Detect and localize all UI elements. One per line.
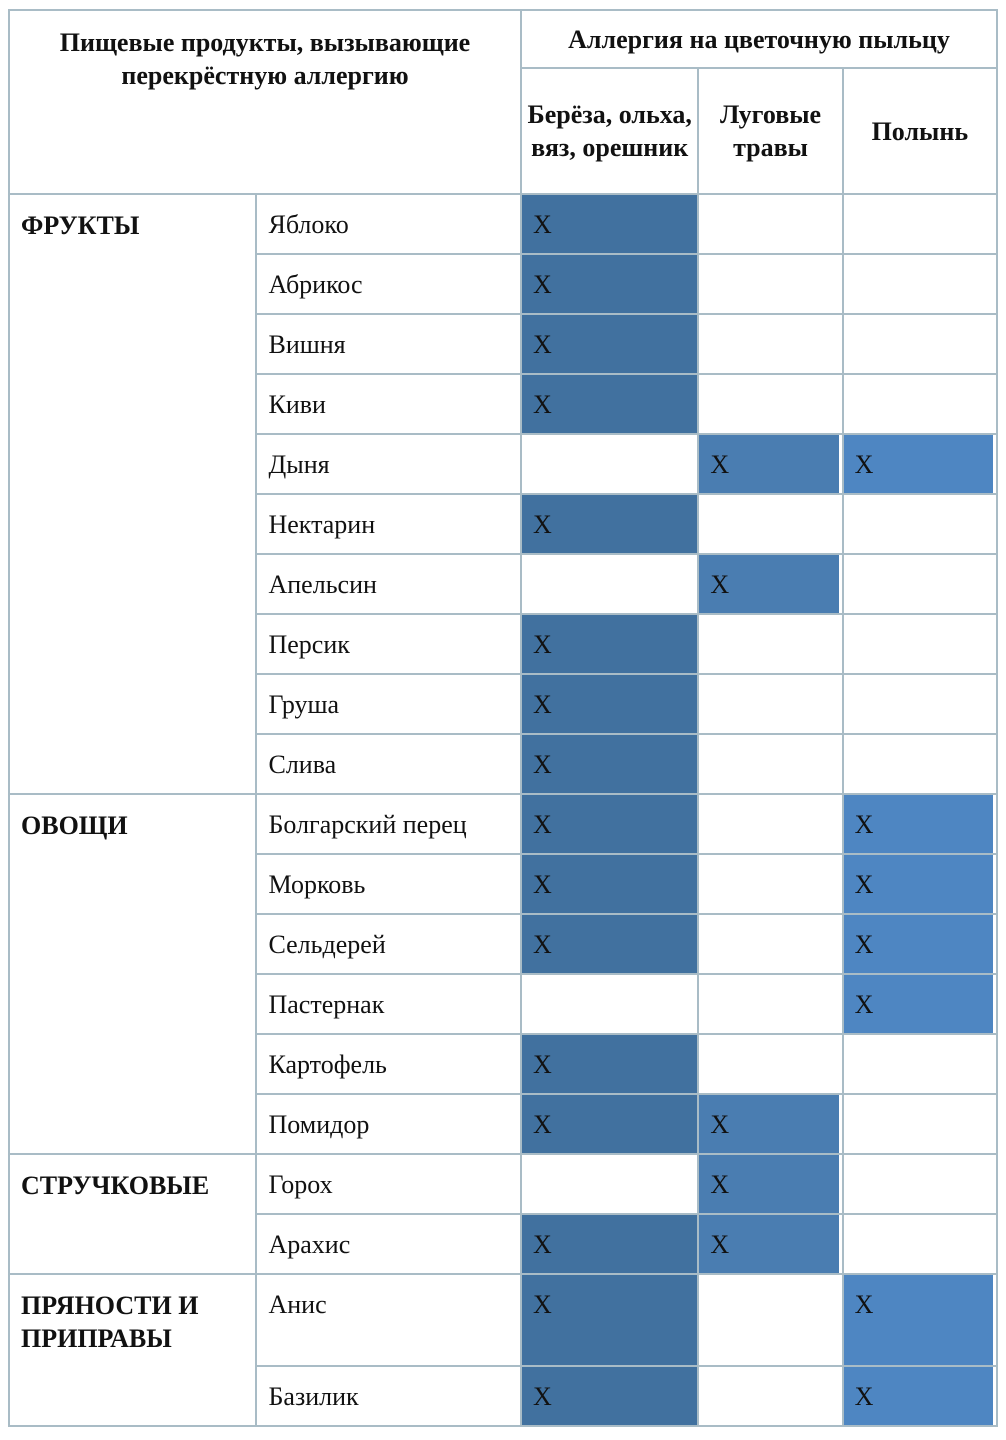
table-body [10, 195, 996, 1425]
allergy-mark: X [533, 1290, 552, 1319]
allergy-mark-cell [522, 1367, 697, 1425]
empty-cell [699, 675, 841, 733]
allergy-mark: X [710, 570, 730, 599]
allergy-mark-cell [699, 435, 841, 493]
pollen-column-wormwood: Полынь [844, 69, 996, 193]
table-row [10, 1275, 996, 1365]
food-name: Горох [257, 1155, 520, 1213]
empty-cell [844, 375, 996, 433]
allergy-mark: X [854, 990, 874, 1019]
empty-cell [699, 375, 841, 433]
allergy-mark: X [533, 1110, 552, 1139]
allergy-mark: X [710, 1230, 730, 1259]
category-label: ОВОЩИ [10, 795, 255, 1153]
allergy-mark-cell [522, 795, 697, 853]
allergy-mark-cell [699, 1095, 841, 1153]
category-label: СТРУЧКОВЫЕ [10, 1155, 255, 1273]
empty-cell [844, 675, 996, 733]
allergy-mark-cell [522, 255, 697, 313]
empty-cell [844, 735, 996, 793]
allergy-mark-cell [844, 1275, 996, 1365]
food-name: Анис [257, 1275, 520, 1365]
allergy-mark-cell [522, 1095, 697, 1153]
food-name: Помидор [257, 1095, 520, 1153]
allergy-mark-cell [844, 975, 996, 1033]
allergy-mark: X [533, 930, 552, 959]
allergy-mark-cell [844, 1367, 996, 1425]
empty-cell [522, 435, 697, 493]
allergy-mark-cell [522, 1275, 697, 1365]
table-row [10, 795, 996, 853]
empty-cell [844, 495, 996, 553]
food-name: Груша [257, 675, 520, 733]
empty-cell [699, 1275, 841, 1365]
allergy-mark: X [533, 870, 552, 899]
allergy-mark-cell [699, 555, 841, 613]
empty-cell [699, 1035, 841, 1093]
food-name: Арахис [257, 1215, 520, 1273]
allergy-mark-cell [699, 1215, 841, 1273]
allergy-mark: X [533, 1230, 552, 1259]
allergy-mark: X [710, 1110, 730, 1139]
category-label: ПРЯНОСТИ И ПРИПРАВЫ [10, 1275, 255, 1425]
empty-cell [699, 795, 841, 853]
empty-cell [699, 255, 841, 313]
empty-cell [699, 315, 841, 373]
food-name: Апельсин [257, 555, 520, 613]
allergy-mark: X [533, 330, 552, 359]
allergy-mark: X [710, 1170, 730, 1199]
empty-cell [844, 555, 996, 613]
cross-allergy-table [8, 9, 998, 1427]
allergy-mark: X [854, 450, 874, 479]
empty-cell [699, 975, 841, 1033]
allergy-mark-cell [844, 435, 996, 493]
food-name: Пастернак [257, 975, 520, 1033]
empty-cell [844, 1035, 996, 1093]
allergy-mark-cell [522, 855, 697, 913]
allergy-mark: X [533, 690, 552, 719]
food-name: Яблоко [257, 195, 520, 253]
allergy-mark: X [854, 930, 874, 959]
allergy-mark-cell [522, 615, 697, 673]
allergy-mark-cell [522, 375, 697, 433]
allergy-mark: X [533, 750, 552, 779]
empty-cell [522, 555, 697, 613]
empty-cell [699, 735, 841, 793]
allergy-mark-cell [522, 1035, 697, 1093]
allergy-mark: X [854, 1290, 874, 1319]
allergy-mark: X [854, 870, 874, 899]
food-name: Вишня [257, 315, 520, 373]
allergy-mark-cell [522, 1215, 697, 1273]
food-name: Нектарин [257, 495, 520, 553]
empty-cell [699, 915, 841, 973]
empty-cell [699, 1367, 841, 1425]
allergy-mark: X [533, 210, 552, 239]
pollen-column-birch: Берёза, ольха, вяз, орешник [522, 69, 697, 193]
allergy-mark: X [854, 810, 874, 839]
food-name: Абрикос [257, 255, 520, 313]
pollen-allergy-header: Аллергия на цветочную пыльцу [522, 11, 996, 67]
category-label: ФРУКТЫ [10, 195, 255, 793]
table-header [10, 11, 996, 193]
allergy-mark: X [533, 810, 552, 839]
allergy-mark: X [533, 630, 552, 659]
food-name: Морковь [257, 855, 520, 913]
empty-cell [844, 195, 996, 253]
allergy-mark: X [533, 270, 552, 299]
food-column-header: Пищевые продукты, вызывающие перекрёстную аллергию [10, 11, 520, 193]
allergy-mark-cell [522, 675, 697, 733]
food-name: Базилик [257, 1367, 520, 1425]
empty-cell [844, 1155, 996, 1213]
allergy-mark: X [533, 1382, 552, 1411]
allergy-mark: X [533, 390, 552, 419]
food-name: Киви [257, 375, 520, 433]
allergy-mark-cell [522, 915, 697, 973]
food-name: Сельдерей [257, 915, 520, 973]
food-name: Слива [257, 735, 520, 793]
food-name: Персик [257, 615, 520, 673]
empty-cell [699, 615, 841, 673]
allergy-mark: X [533, 1050, 552, 1079]
allergy-mark: X [710, 450, 730, 479]
allergy-mark-cell [522, 735, 697, 793]
food-name: Дыня [257, 435, 520, 493]
empty-cell [844, 1215, 996, 1273]
food-name: Картофель [257, 1035, 520, 1093]
empty-cell [699, 495, 841, 553]
empty-cell [844, 1095, 996, 1153]
empty-cell [699, 855, 841, 913]
empty-cell [844, 615, 996, 673]
empty-cell [522, 975, 697, 1033]
allergy-mark-cell [522, 315, 697, 373]
allergy-mark-cell [699, 1155, 841, 1213]
table-row [10, 1155, 996, 1213]
allergy-mark: X [854, 1382, 874, 1411]
allergy-mark-cell [844, 795, 996, 853]
food-name: Болгарский перец [257, 795, 520, 853]
table-row [10, 195, 996, 253]
empty-cell [699, 195, 841, 253]
empty-cell [522, 1155, 697, 1213]
pollen-column-meadow-grass: Луговые травы [699, 69, 841, 193]
allergy-mark-cell [522, 495, 697, 553]
allergy-mark-cell [522, 195, 697, 253]
empty-cell [844, 315, 996, 373]
allergy-mark: X [533, 510, 552, 539]
empty-cell [844, 255, 996, 313]
allergy-mark-cell [844, 915, 996, 973]
allergy-mark-cell [844, 855, 996, 913]
